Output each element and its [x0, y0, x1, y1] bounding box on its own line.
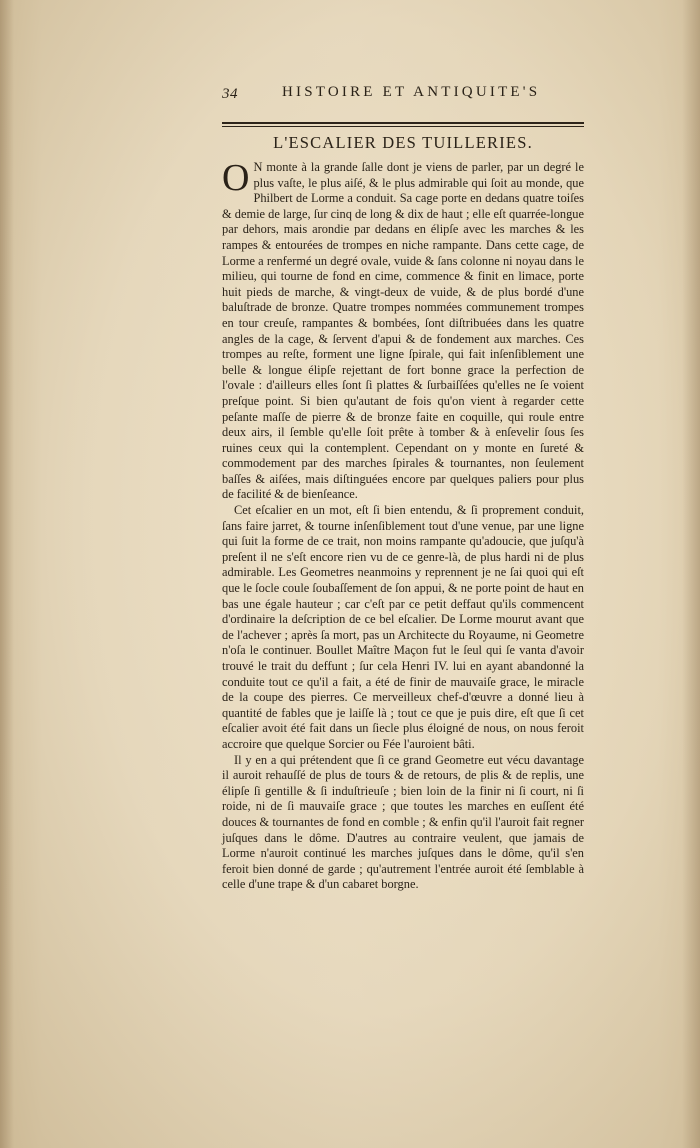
first-word-rest: N	[253, 160, 263, 174]
page-shadow-left	[0, 0, 14, 1148]
paragraph-3: Il y en a qui prétendent que ſi ce grand Geometre eut vécu davantage il auroit rehauſſé de plus de tours & de retours, de plis & de replis, une élipſe ſi gentille & ſi induſtrieuſe ; bien loin de la finir ni ſi court, ni ſi roide, ni de ſi mauvaiſe grace ; que toutes les marches en euſſent été douces & tournantes de fond en comble ; & enfin qu'il l'auroit fait regner juſques dans le dôme. D'autres au contraire veulent, que jamais de Lorme n'auroit continué les marches juſques dans le dôme, qu'il s'en feroit bien donné de garde ; qu'autrement l'entrée auroit été ſemblable à celle d'une trape & d'un cabaret borgne.	[222, 752, 584, 892]
body-text	[222, 157, 584, 893]
drop-cap: O	[222, 157, 250, 199]
running-title: HISTOIRE ET ANTIQUITE'S	[282, 84, 541, 100]
paragraph-1	[222, 157, 584, 503]
header-rule-thin	[222, 126, 584, 127]
page-number: 34	[222, 86, 238, 102]
paragraph-1-text: monte à la grande ſalle dont je viens de parler, par un degré le plus vaſte, le plus aiſé, & le plus admirable qui ſoit au monde, que Philbert de Lorme a conduit. Sa cage porte en dedans quatre toiſes & demie de large, ſur cinq de long & dix de haut ; elle eſt quarrée-longue par dehors, mais arondie par dedans en élipſe avec les marches & les rampes & entourées de trompes en niche rampante. Dans cette cage, de Lorme a renfermé un degré ovale, vuide & ſans colonne ni noyau dans le milieu, qui tourne de fond en cime, commence & finit en limace, porte huit pieds de marche, & vingt-deux de vuide, & de plus bordé d'une baluſtrade de bronze. Quatre trompes nommées communement trompes en tour creuſe, rampantes & bombées, ſont diſtribuées dans les quatre angles de la cage, & ſervent d'apui & de fondement aux marches. Ces trompes au reſte, forment une ligne ſpirale, qui fait inſenſiblement une belle & longue élipſe rejettant de fort bonne grace la perfection de l'ovale : d'ailleurs elles ſont ſi plattes & ſurbaiſſées qu'elles ne ſe voient preſque point. Si bien qu'autant de fois qu'on vient à regarder cette peſante maſſe de pierre & de bronze faite en coquille, qui roule entre deux airs, il ſemble qu'elle ſoit prête à tomber & à enſevelir ſous ſes ruines ceux qui la contemplent. Cependant on y monte en ſureté & commodement par des marches ſpirales & tournantes, non ſeulement baſſes & aiſées, mais diſtinguées encore par quelques paliers pour plus de facilité & de bienſeance.	[222, 160, 584, 502]
chapter-title: L'ESCALIER DES TUILLERIES.	[273, 133, 533, 152]
running-head	[222, 84, 584, 106]
header-rule	[222, 122, 584, 124]
paragraph-2: Cet eſcalier en un mot, eſt ſi bien entendu, & ſi proprement conduit, ſans faire jarret, & tourne inſenſiblement tout d'une venue, par une ligne qui ſuit la forme de ce trait, non moins rampante qu'adoucie, que juſqu'à preſent il ne s'eſt encore rien vu de ce genre-là, de plus hardi ni de plus admirable. Les Geometres neanmoins y reprennent je ne ſai quoi qui eſt que le ſocle coule ſoubaſſement de ſon appui, & ne porte point de haut en bas une égale hauteur ; car c'eſt par ce petit deffaut qu'ils commencent d'ordinaire la deſcription de ce bel eſcalier. De Lorme mourut avant que de l'achever ; après ſa mort, pas un Architecte du Royaume, ni Geometre n'oſa le continuer. Boullet Maître Maçon fut le ſeul qui ſe vanta d'avoir trouvé le trait du deffunt ; ſur cela Henri IV. lui en ayant abandonné la conduite tout ce qu'il a fait, a été de finir de mauvaiſe grace, le miracle de la coupe des pierres. Ce merveilleux chef-d'œuvre a donné lieu à quantité de fables que je laiſſe là ; tout ce que je puis dire, eſt que ſi cet eſcalier avoit été fait dans un ſiecle plus éloigné de nous, on nous feroit accroire que quelque Sorcier ou Fée l'auroient bâti.	[222, 503, 584, 751]
page-shadow-right	[682, 0, 700, 1148]
